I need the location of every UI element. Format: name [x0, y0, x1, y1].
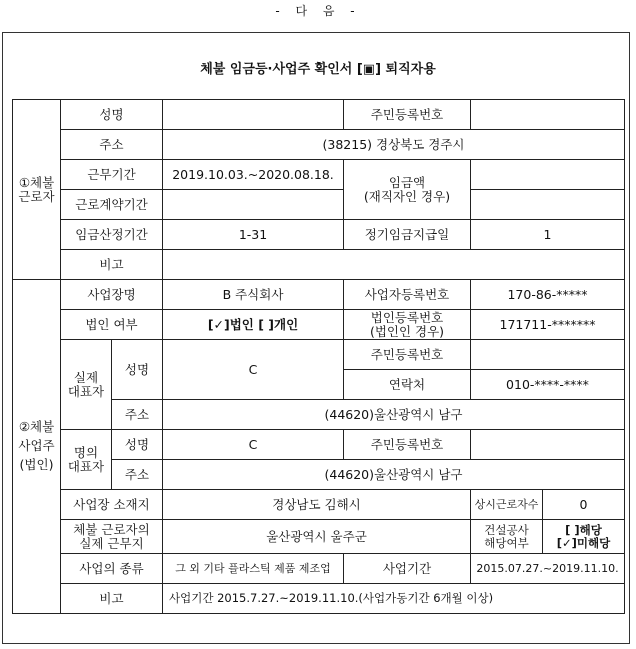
actual-contact-label: 연락처 [344, 370, 471, 400]
worker-contract-label: 근로계약기간 [61, 190, 163, 220]
worker-wage-label: 임금액 (재직자인 경우) [344, 160, 471, 220]
actual-address-label: 주소 [112, 400, 163, 430]
employer-remark-value: 사업기간 2015.7.27.~2019.11.10.(사업가동기간 6개월 이상) [163, 584, 625, 614]
actual-rrn-label: 주민등록번호 [344, 340, 471, 370]
employer-corpreg-label: 법인등록번호 (법인인 경우) [344, 310, 471, 340]
actual-rrn-value [471, 340, 625, 370]
construction-checkbox: [ ]해당 [✓]미해당 [543, 520, 625, 554]
worker-period-value: 2019.10.03.~2020.08.18. [163, 160, 344, 190]
employer-remark-label: 비고 [61, 584, 163, 614]
worker-address-value: (38215) 경상북도 경주시 [163, 130, 625, 160]
employer-bizreg-label: 사업자등록번호 [344, 280, 471, 310]
employees-value: 0 [543, 490, 625, 520]
worker-rrn-label: 주민등록번호 [344, 100, 471, 130]
actual-name-value: C [163, 340, 344, 400]
worker-calc-value: 1-31 [163, 220, 344, 250]
form-title: 체불 임금등·사업주 확인서 [▣] 퇴직자용 [200, 62, 436, 77]
actual-name-label: 성명 [112, 340, 163, 400]
nominal-name-label: 성명 [112, 430, 163, 460]
biztype-label: 사업의 종류 [61, 554, 163, 584]
employer-bizname-value: B 주식회사 [163, 280, 344, 310]
location-value: 경상남도 김해시 [163, 490, 471, 520]
bizperiod-label: 사업기간 [344, 554, 471, 584]
employer-corpreg-value: 171711-******* [471, 310, 625, 340]
worker-payday-label: 정기임금지급일 [344, 220, 471, 250]
employer-corp-checkbox: [✓]법인 [ ]개인 [163, 310, 344, 340]
worker-name-value [163, 100, 344, 130]
nominal-address-label: 주소 [112, 460, 163, 490]
worker-period-label: 근무기간 [61, 160, 163, 190]
bizperiod-value: 2015.07.27.~2019.11.10. [471, 554, 625, 584]
location-label: 사업장 소재지 [61, 490, 163, 520]
actual-rep-label: 실제 대표자 [61, 340, 112, 430]
worker-payday-value: 1 [471, 220, 625, 250]
employer-bizname-label: 사업장명 [61, 280, 163, 310]
employees-label: 상시근로자수 [471, 490, 543, 520]
worker-calc-label: 임금산정기간 [61, 220, 163, 250]
worker-rrn-value [471, 100, 625, 130]
nominal-rep-label: 명의 대표자 [61, 430, 112, 490]
nominal-rrn-value [471, 430, 625, 460]
confirmation-form-table [12, 99, 625, 614]
nominal-name-value: C [163, 430, 344, 460]
actual-address-value: (44620)울산광역시 남구 [163, 400, 625, 430]
worker-address-label: 주소 [61, 130, 163, 160]
worker-wage-value [471, 160, 625, 190]
employer-bizreg-value: 170-86-***** [471, 280, 625, 310]
worker-remark-label: 비고 [61, 250, 163, 280]
worker-wage-value-2 [471, 190, 625, 220]
nominal-rrn-label: 주민등록번호 [344, 430, 471, 460]
worker-contract-value [163, 190, 344, 220]
section-heading: - 다 음 - [275, 4, 361, 18]
worker-section-label: ①체불 근로자 [13, 100, 61, 280]
worker-remark-value [163, 250, 625, 280]
worker-name-label: 성명 [61, 100, 163, 130]
workplace-label: 체불 근로자의 실제 근무지 [61, 520, 163, 554]
actual-contact-value: 010-****-**** [471, 370, 625, 400]
nominal-address-value: (44620)울산광역시 남구 [163, 460, 625, 490]
employer-corp-label: 법인 여부 [61, 310, 163, 340]
workplace-value: 울산광역시 울주군 [163, 520, 471, 554]
construction-label: 건설공사 해당여부 [471, 520, 543, 554]
employer-section-label: ②체불 사업주 (법인) [13, 280, 61, 614]
biztype-value: 그 외 기타 플라스틱 제품 제조업 [163, 554, 344, 584]
